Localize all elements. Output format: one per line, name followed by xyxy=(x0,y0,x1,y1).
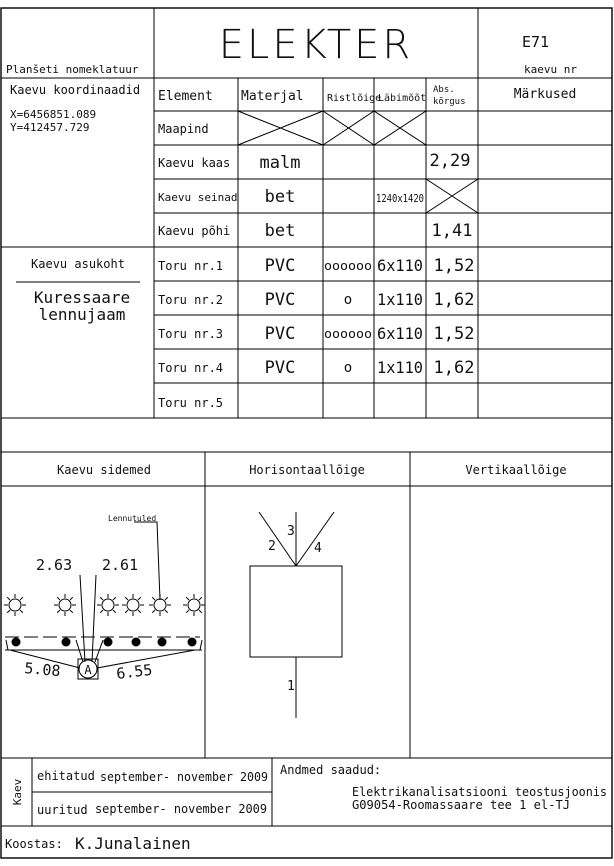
surveyed-label: uuritud xyxy=(37,803,88,817)
col-diameter: Läbimõõt xyxy=(378,93,427,104)
row-element: Kaevu kaas xyxy=(158,156,231,170)
table-row xyxy=(158,221,472,241)
walls-height-crossed-cell xyxy=(426,179,478,213)
row-height: 1,41 xyxy=(431,221,473,241)
source-label: Andmed saadud: xyxy=(280,763,382,777)
sheet-grid xyxy=(1,8,612,858)
row-material: malm xyxy=(259,153,301,173)
nomenclature-label: Planšeti nomeklatuur xyxy=(6,63,139,76)
col-material: Materjal xyxy=(241,89,304,104)
col-abs-1: Abs. xyxy=(433,85,455,95)
cable-node-icon xyxy=(12,638,21,647)
built-value: september- november 2009 xyxy=(100,770,268,784)
cable-node-icon xyxy=(104,638,113,647)
table-row xyxy=(158,324,474,344)
row-cross: o xyxy=(343,292,353,308)
table-row xyxy=(158,151,470,173)
row-element: Toru nr.4 xyxy=(158,361,224,375)
row-material: PVC xyxy=(264,256,296,276)
cable-node-icon xyxy=(62,638,71,647)
row-element: Kaevu põhi xyxy=(158,224,231,238)
surveyed-value: september- november 2009 xyxy=(95,802,267,816)
dim-top-left: 2.63 xyxy=(36,556,73,574)
row-height: 1,62 xyxy=(433,290,475,310)
dim-bottom-left: 5.08 xyxy=(23,659,62,681)
table-row xyxy=(158,256,474,276)
author-label: Koostas: xyxy=(5,837,63,851)
dim-bottom-right: 6.55 xyxy=(115,660,154,683)
row-element: Maapind xyxy=(158,122,209,136)
airfield-light-icon xyxy=(97,594,119,616)
row-diameter: 6x110 xyxy=(377,324,423,343)
row-cross: oooooo xyxy=(324,259,372,273)
pipe-label-4: 4 xyxy=(314,541,322,556)
row-diameter: 6x110 xyxy=(377,256,423,275)
pipe-label-1: 1 xyxy=(287,679,295,694)
row-height: 1,62 xyxy=(433,358,475,378)
location-line2: lennujaam xyxy=(38,305,126,324)
airfield-light-icon xyxy=(122,594,144,616)
row-diameter: 1x110 xyxy=(377,290,423,309)
row-element: Toru nr.2 xyxy=(158,293,224,307)
connections-diagram xyxy=(4,514,205,683)
row-element: Toru nr.3 xyxy=(158,327,224,341)
pipe-label-3: 3 xyxy=(287,524,295,539)
table-row xyxy=(158,122,209,136)
lights-label: Lennutuled xyxy=(108,514,157,523)
source-line2: G09054-Roomassaare tee 1 el-TJ xyxy=(352,798,570,812)
table-row xyxy=(158,290,474,310)
coordinates-label: Kaevu koordinaadid xyxy=(10,83,141,97)
row-material: bet xyxy=(264,187,296,207)
row-height: 1,52 xyxy=(433,324,475,344)
airfield-light-icon xyxy=(4,594,26,616)
col-abs-2: kõrgus xyxy=(433,97,466,107)
location-line1: Kuressaare xyxy=(33,288,131,307)
pipe-label-2: 2 xyxy=(268,539,276,554)
dim-top-right: 2.61 xyxy=(102,556,139,574)
row-cross: o xyxy=(343,360,353,376)
page-title: ELEKTER xyxy=(218,22,414,68)
row-height: 2,29 xyxy=(429,151,471,171)
section-vertical-title: Vertikaallõige xyxy=(465,463,567,477)
row-element: Kaevu seinad xyxy=(158,191,238,204)
table-row xyxy=(158,187,424,207)
well-no-label: kaevu nr xyxy=(524,63,577,76)
cable-nodes xyxy=(12,638,197,647)
row-element: Toru nr.5 xyxy=(158,396,224,410)
row-material: PVC xyxy=(264,324,296,344)
well-outline xyxy=(250,566,342,657)
cable-node-icon xyxy=(188,638,197,647)
airfield-lights xyxy=(4,594,205,616)
cable-node-icon xyxy=(132,638,141,647)
coordinate-y: Y=412457.729 xyxy=(10,121,90,134)
location-label: Kaevu asukoht xyxy=(31,257,125,271)
section-horizontal-title: Horisontaallõige xyxy=(249,463,365,477)
cable-node-icon xyxy=(158,638,167,647)
source-line1: Elektrikanalisatsiooni teostusjoonis xyxy=(352,785,607,799)
well-side-label: Kaev xyxy=(11,778,24,806)
row-diameter: 1240x1420 xyxy=(376,192,424,205)
maapind-crossed-cells xyxy=(238,111,426,145)
col-notes: Märkused xyxy=(513,87,577,102)
well-id: E71 xyxy=(522,33,550,51)
row-material: PVC xyxy=(264,290,296,310)
row-element: Toru nr.1 xyxy=(158,259,224,273)
row-diameter: 1x110 xyxy=(377,358,423,377)
table-row xyxy=(158,396,223,410)
coordinate-x: X=6456851.089 xyxy=(10,108,97,121)
row-height: 1,52 xyxy=(433,256,475,276)
airfield-light-icon xyxy=(183,594,205,616)
row-cross: oooooo xyxy=(324,327,372,341)
author-name: K.Junalainen xyxy=(75,834,191,853)
built-label: ehitatud xyxy=(37,769,95,783)
well-symbol-icon: A xyxy=(84,663,92,677)
airfield-light-icon xyxy=(54,594,76,616)
table-row xyxy=(158,358,474,378)
section-connections-title: Kaevu sidemed xyxy=(57,463,151,477)
row-material: PVC xyxy=(264,358,296,378)
row-material: bet xyxy=(264,221,296,241)
col-element: Element xyxy=(158,89,213,104)
horizontal-section-diagram xyxy=(250,512,342,718)
airfield-light-icon xyxy=(149,594,171,616)
col-cross: Ristlõige xyxy=(327,93,382,104)
